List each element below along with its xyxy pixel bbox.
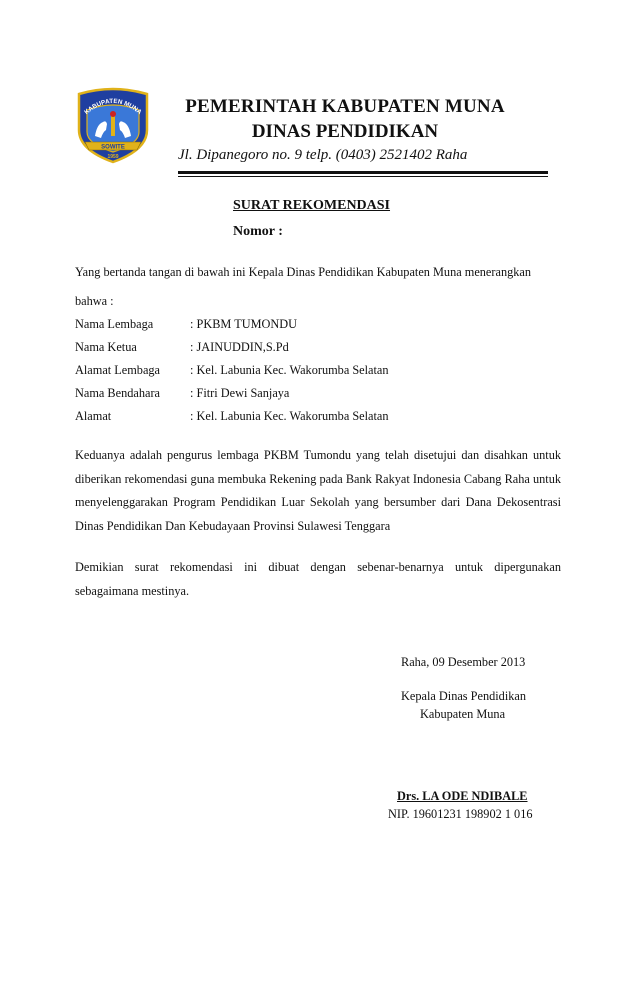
signer-name: Drs. LA ODE NDIBALE xyxy=(397,789,528,803)
field-value-nama-ketua: : JAINUDDIN,S.Pd xyxy=(190,340,289,354)
field-label-nama-bendahara: Nama Bendahara xyxy=(75,386,161,400)
letterhead-government: PEMERINTAH KABUPATEN MUNA xyxy=(185,96,505,117)
logo-top-text: KABUPATEN MUNA xyxy=(83,97,143,117)
place-date: Raha, 09 Desember 2013 xyxy=(401,655,526,669)
letterhead-rule-thick xyxy=(178,171,548,174)
letterhead-department: DINAS PENDIDIKAN xyxy=(251,121,439,142)
field-value-alamat-lembaga: : Kel. Labunia Kec. Wakorumba Selatan xyxy=(190,363,389,377)
field-value-alamat: : Kel. Labunia Kec. Wakorumba Selatan xyxy=(190,409,389,423)
letter-number: Nomor : xyxy=(233,224,283,239)
intro-line-2: bahwa : xyxy=(75,294,114,308)
signer-position-region: Kabupaten Muna xyxy=(420,707,506,721)
field-label-alamat-lembaga: Alamat Lembaga xyxy=(75,363,161,377)
signer-nip: NIP. 19601231 198902 1 016 xyxy=(388,807,533,821)
field-label-nama-lembaga: Nama Lembaga xyxy=(75,317,154,331)
letter-title: SURAT REKOMENDASI xyxy=(233,198,391,213)
intro-line-1: Yang bertanda tangan di bawah ini Kepala Dinas Pendidikan Kabupaten Muna menerangkan xyxy=(75,265,531,279)
logo-year: 1959 xyxy=(107,154,119,160)
letterhead-rule-thin xyxy=(178,176,548,177)
body-paragraph-1: Keduanya adalah pengurus lembaga PKBM Tumondu yang telah disetujui dan disahkan untuk diberikan rekomendasi guna membuka Rekening pada Bank Rakyat Indonesia Cabang Raha untuk menyelenggarakan Program Pendidikan Luar Sekolah yang bersumber dari Dana Dekosentrasi Dinas Pendidikan Dan Kebudayaan Provinsi Sulawesi Tenggara xyxy=(75,448,561,533)
logo-ribbon-text: SOWITE xyxy=(101,144,125,151)
letterhead-address: Jl. Dipanegoro no. 9 telp. (0403) 2521402 Raha xyxy=(178,147,468,163)
kabupaten-muna-logo xyxy=(73,84,153,164)
body-paragraph-2: Demikian surat rekomendasi ini dibuat dengan sebenar-benarnya untuk dipergunakan sebagaimana mestinya. xyxy=(75,560,561,598)
logo-center-ornament xyxy=(111,116,115,136)
field-label-alamat: Alamat xyxy=(75,409,112,423)
field-value-nama-bendahara: : Fitri Dewi Sanjaya xyxy=(190,386,290,400)
signer-position: Kepala Dinas Pendidikan xyxy=(401,689,526,703)
field-value-nama-lembaga: : PKBM TUMONDU xyxy=(190,317,298,331)
field-label-nama-ketua: Nama Ketua xyxy=(75,340,137,354)
